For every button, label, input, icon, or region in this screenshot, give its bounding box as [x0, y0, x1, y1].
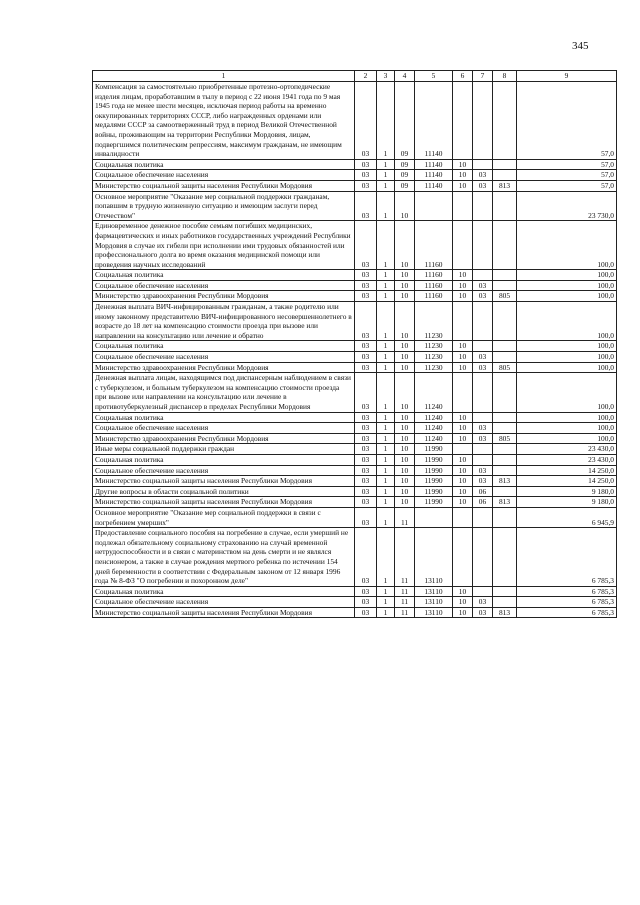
- col3-cell: 1: [377, 82, 395, 160]
- row-name-cell: Министерство социальной защиты населения Республики Мордовия: [93, 180, 355, 191]
- col2-cell: 03: [355, 352, 377, 363]
- col3-cell: 1: [377, 586, 395, 597]
- col6-cell: 10: [453, 362, 473, 373]
- col2-cell: 03: [355, 444, 377, 455]
- col6-cell: [453, 528, 473, 587]
- header-cell: 2: [355, 71, 377, 82]
- col6-cell: 10: [453, 607, 473, 618]
- table-row: [93, 291, 617, 302]
- col2-cell: 03: [355, 270, 377, 281]
- col3-cell: 1: [377, 352, 395, 363]
- col3-cell: 1: [377, 170, 395, 181]
- col6-cell: 10: [453, 280, 473, 291]
- col2-cell: 03: [355, 221, 377, 270]
- table-row: [93, 159, 617, 170]
- col4-cell: 10: [395, 444, 415, 455]
- table-row: [93, 280, 617, 291]
- col8-cell: [493, 423, 517, 434]
- col4-cell: 10: [395, 221, 415, 270]
- row-name-cell: Социальная политика: [93, 586, 355, 597]
- col7-cell: 03: [473, 607, 493, 618]
- col4-cell: 11: [395, 586, 415, 597]
- col8-cell: [493, 341, 517, 352]
- col4-cell: 11: [395, 607, 415, 618]
- table-row: [93, 373, 617, 412]
- page-number: 345: [572, 40, 589, 52]
- col6-cell: 10: [453, 497, 473, 508]
- col7-cell: [473, 507, 493, 527]
- col2-cell: 03: [355, 159, 377, 170]
- amount-cell: 100,0: [517, 341, 617, 352]
- col7-cell: [473, 191, 493, 221]
- row-name-cell: Предоставление социального пособия на погребение в случае, если умерший не подлежал обязательному социальному страхованию на случай временной нетрудоспособности и в связи с материнством на день смерти и не являлся пенсионером, а также в случае рождения мертвого ребенка по истечении 154 дней беременности в соответствии с Федеральным законом от 12 января 1996 года № 8-ФЗ "О погребении и похоронном деле": [93, 528, 355, 587]
- col3-cell: 1: [377, 221, 395, 270]
- col8-cell: [493, 412, 517, 423]
- row-name-cell: Министерство социальной защиты населения Республики Мордовия: [93, 497, 355, 508]
- col2-cell: 03: [355, 486, 377, 497]
- amount-cell: 100,0: [517, 362, 617, 373]
- col3-cell: 1: [377, 280, 395, 291]
- col3-cell: 1: [377, 597, 395, 608]
- col7-cell: 03: [473, 170, 493, 181]
- col4-cell: 10: [395, 352, 415, 363]
- col4-cell: 10: [395, 373, 415, 412]
- col4-cell: 10: [395, 497, 415, 508]
- col8-cell: [493, 221, 517, 270]
- row-name-cell: Основное мероприятие "Оказание мер социальной поддержки в связи с погребением умерших": [93, 507, 355, 527]
- col6-cell: 10: [453, 159, 473, 170]
- row-name-cell: Социальное обеспечение населения: [93, 423, 355, 434]
- col4-cell: 10: [395, 270, 415, 281]
- col3-cell: 1: [377, 341, 395, 352]
- col3-cell: 1: [377, 191, 395, 221]
- table-row: [93, 444, 617, 455]
- col3-cell: 1: [377, 302, 395, 341]
- amount-cell: 6 785,3: [517, 607, 617, 618]
- table-row: [93, 362, 617, 373]
- col6-cell: 10: [453, 352, 473, 363]
- row-name-cell: Единовременное денежное пособие семьям погибших медицинских, фармацевтических и иных работников государственных учреждений Республики Мордовия в случае их гибели при исполнении ими трудовых обязанностей или профессионального долга во время оказания медицинской помощи или проведения научных исследований: [93, 221, 355, 270]
- col6-cell: [453, 507, 473, 527]
- row-name-cell: Министерство социальной защиты населения Республики Мордовия: [93, 607, 355, 618]
- col5-cell: 11140: [415, 82, 453, 160]
- col4-cell: 10: [395, 191, 415, 221]
- col6-cell: 10: [453, 423, 473, 434]
- header-cell: 1: [93, 71, 355, 82]
- col2-cell: 03: [355, 373, 377, 412]
- amount-cell: 57,0: [517, 170, 617, 181]
- col8-cell: [493, 486, 517, 497]
- table-row: [93, 607, 617, 618]
- col6-cell: 10: [453, 486, 473, 497]
- col8-cell: [493, 352, 517, 363]
- col7-cell: [473, 221, 493, 270]
- col3-cell: 1: [377, 291, 395, 302]
- col7-cell: [473, 412, 493, 423]
- col6-cell: 10: [453, 270, 473, 281]
- col4-cell: 10: [395, 454, 415, 465]
- col3-cell: 1: [377, 486, 395, 497]
- col8-cell: [493, 373, 517, 412]
- col3-cell: 1: [377, 497, 395, 508]
- header-cell: 9: [517, 71, 617, 82]
- table-row: [93, 528, 617, 587]
- col4-cell: 10: [395, 476, 415, 487]
- table-row: [93, 507, 617, 527]
- col7-cell: [473, 270, 493, 281]
- col4-cell: 09: [395, 170, 415, 181]
- col8-cell: 805: [493, 433, 517, 444]
- table-row: [93, 497, 617, 508]
- amount-cell: 23 430,0: [517, 444, 617, 455]
- col7-cell: 03: [473, 465, 493, 476]
- col5-cell: [415, 507, 453, 527]
- col7-cell: 03: [473, 433, 493, 444]
- col2-cell: 03: [355, 607, 377, 618]
- col2-cell: 03: [355, 597, 377, 608]
- col7-cell: 03: [473, 423, 493, 434]
- table-row: [93, 433, 617, 444]
- col7-cell: 06: [473, 497, 493, 508]
- amount-cell: 6 945,9: [517, 507, 617, 527]
- row-name-cell: Министерство здравоохранения Республики Мордовия: [93, 291, 355, 302]
- col8-cell: 813: [493, 607, 517, 618]
- col2-cell: 03: [355, 423, 377, 434]
- col4-cell: 10: [395, 412, 415, 423]
- table-row: [93, 465, 617, 476]
- col8-cell: [493, 597, 517, 608]
- col3-cell: 1: [377, 454, 395, 465]
- col7-cell: [473, 82, 493, 160]
- table-row: [93, 352, 617, 363]
- table-row: [93, 180, 617, 191]
- col5-cell: 11140: [415, 180, 453, 191]
- col2-cell: 03: [355, 476, 377, 487]
- col2-cell: 03: [355, 291, 377, 302]
- table-row: [93, 221, 617, 270]
- amount-cell: 14 250,0: [517, 476, 617, 487]
- col3-cell: 1: [377, 423, 395, 434]
- table-row: [93, 341, 617, 352]
- col7-cell: 03: [473, 291, 493, 302]
- table-row: [93, 270, 617, 281]
- col4-cell: 10: [395, 465, 415, 476]
- budget-table: [92, 70, 617, 618]
- amount-cell: 100,0: [517, 291, 617, 302]
- col7-cell: [473, 341, 493, 352]
- col8-cell: [493, 159, 517, 170]
- col4-cell: 11: [395, 528, 415, 587]
- header-cell: 5: [415, 71, 453, 82]
- row-name-cell: Социальное обеспечение населения: [93, 465, 355, 476]
- col6-cell: 10: [453, 597, 473, 608]
- col5-cell: 11990: [415, 486, 453, 497]
- col5-cell: 11990: [415, 497, 453, 508]
- col5-cell: 11230: [415, 362, 453, 373]
- table-row: [93, 302, 617, 341]
- col2-cell: 03: [355, 454, 377, 465]
- col8-cell: [493, 82, 517, 160]
- row-name-cell: Денежная выплата ВИЧ-инфицированным гражданам, а также родителю или иному законному представителю ВИЧ-инфицированного несовершеннолетнего в возрасте до 18 лет на компенсацию стоимости проезда при вызове или направлении на консультацию или лечение и обратно: [93, 302, 355, 341]
- amount-cell: 9 180,0: [517, 497, 617, 508]
- amount-cell: 100,0: [517, 280, 617, 291]
- col5-cell: 11160: [415, 280, 453, 291]
- col3-cell: 1: [377, 465, 395, 476]
- header-cell: 6: [453, 71, 473, 82]
- col2-cell: 03: [355, 497, 377, 508]
- col4-cell: 10: [395, 486, 415, 497]
- col8-cell: [493, 507, 517, 527]
- col7-cell: 03: [473, 476, 493, 487]
- row-name-cell: Социальная политика: [93, 412, 355, 423]
- col5-cell: 11140: [415, 159, 453, 170]
- col7-cell: [473, 586, 493, 597]
- col4-cell: 10: [395, 341, 415, 352]
- col5-cell: 13110: [415, 607, 453, 618]
- col4-cell: 09: [395, 82, 415, 160]
- col4-cell: 11: [395, 597, 415, 608]
- col6-cell: 10: [453, 454, 473, 465]
- amount-cell: 57,0: [517, 159, 617, 170]
- col6-cell: [453, 82, 473, 160]
- col2-cell: 03: [355, 341, 377, 352]
- col5-cell: 13110: [415, 586, 453, 597]
- row-name-cell: Социальная политика: [93, 341, 355, 352]
- row-name-cell: Основное мероприятие "Оказание мер социальной поддержки гражданам, попавшим в трудную жизненную ситуацию и имеющим заслуги перед Отечеством": [93, 191, 355, 221]
- col2-cell: 03: [355, 302, 377, 341]
- col8-cell: 813: [493, 476, 517, 487]
- col7-cell: [473, 454, 493, 465]
- col2-cell: 03: [355, 362, 377, 373]
- col3-cell: 1: [377, 180, 395, 191]
- row-name-cell: Другие вопросы в области социальной политики: [93, 486, 355, 497]
- col8-cell: 813: [493, 180, 517, 191]
- col5-cell: 11230: [415, 352, 453, 363]
- col6-cell: 10: [453, 586, 473, 597]
- row-name-cell: Социальное обеспечение населения: [93, 352, 355, 363]
- amount-cell: 100,0: [517, 352, 617, 363]
- table-row: [93, 454, 617, 465]
- table-row: [93, 82, 617, 160]
- col2-cell: 03: [355, 191, 377, 221]
- col4-cell: 10: [395, 302, 415, 341]
- col5-cell: 13110: [415, 528, 453, 587]
- col6-cell: 10: [453, 465, 473, 476]
- col3-cell: 1: [377, 444, 395, 455]
- row-name-cell: Социальная политика: [93, 454, 355, 465]
- amount-cell: 23 730,0: [517, 191, 617, 221]
- col3-cell: 1: [377, 507, 395, 527]
- col5-cell: 11160: [415, 221, 453, 270]
- amount-cell: 100,0: [517, 412, 617, 423]
- col8-cell: 805: [493, 291, 517, 302]
- col2-cell: 03: [355, 528, 377, 587]
- amount-cell: 9 180,0: [517, 486, 617, 497]
- col3-cell: 1: [377, 476, 395, 487]
- col5-cell: 11140: [415, 170, 453, 181]
- col7-cell: 03: [473, 352, 493, 363]
- col6-cell: 10: [453, 341, 473, 352]
- header-cell: 8: [493, 71, 517, 82]
- col6-cell: 10: [453, 170, 473, 181]
- table-row: [93, 597, 617, 608]
- table-row: [93, 423, 617, 434]
- col6-cell: 10: [453, 291, 473, 302]
- table-row: [93, 170, 617, 181]
- col7-cell: 03: [473, 362, 493, 373]
- col5-cell: 11990: [415, 476, 453, 487]
- header-cell: 7: [473, 71, 493, 82]
- col3-cell: 1: [377, 362, 395, 373]
- col5-cell: [415, 191, 453, 221]
- col7-cell: [473, 444, 493, 455]
- col8-cell: [493, 586, 517, 597]
- row-name-cell: Денежная выплата лицам, находящимся под диспансерным наблюдением в связи с туберкулезом, и больным туберкулезом на компенсацию стоимости проезда при вызове или направлении на консультацию или лечение в противотуберкулезный диспансер в пределах Республики Мордовия: [93, 373, 355, 412]
- col3-cell: 1: [377, 607, 395, 618]
- col5-cell: 11240: [415, 423, 453, 434]
- table-row: [93, 412, 617, 423]
- row-name-cell: Социальное обеспечение населения: [93, 280, 355, 291]
- row-name-cell: Министерство здравоохранения Республики Мордовия: [93, 362, 355, 373]
- col6-cell: [453, 221, 473, 270]
- col2-cell: 03: [355, 170, 377, 181]
- row-name-cell: Иные меры социальной поддержки граждан: [93, 444, 355, 455]
- col4-cell: 11: [395, 507, 415, 527]
- col5-cell: 11160: [415, 291, 453, 302]
- col4-cell: 10: [395, 423, 415, 434]
- row-name-cell: Социальная политика: [93, 159, 355, 170]
- row-name-cell: Министерство здравоохранения Республики Мордовия: [93, 433, 355, 444]
- col5-cell: 11160: [415, 270, 453, 281]
- amount-cell: 100,0: [517, 302, 617, 341]
- amount-cell: 14 250,0: [517, 465, 617, 476]
- col5-cell: 11240: [415, 373, 453, 412]
- col8-cell: [493, 170, 517, 181]
- col7-cell: [473, 528, 493, 587]
- amount-cell: 23 430,0: [517, 454, 617, 465]
- col8-cell: [493, 444, 517, 455]
- col6-cell: 10: [453, 476, 473, 487]
- col7-cell: 03: [473, 180, 493, 191]
- col2-cell: 03: [355, 82, 377, 160]
- col2-cell: 03: [355, 507, 377, 527]
- col5-cell: 11240: [415, 412, 453, 423]
- col7-cell: [473, 373, 493, 412]
- col2-cell: 03: [355, 180, 377, 191]
- col2-cell: 03: [355, 412, 377, 423]
- col3-cell: 1: [377, 373, 395, 412]
- amount-cell: 100,0: [517, 270, 617, 281]
- header-cell: 3: [377, 71, 395, 82]
- col6-cell: 10: [453, 180, 473, 191]
- col7-cell: 03: [473, 280, 493, 291]
- col8-cell: [493, 191, 517, 221]
- col4-cell: 10: [395, 362, 415, 373]
- amount-cell: 57,0: [517, 82, 617, 160]
- row-name-cell: Компенсация за самостоятельно приобретенные протезно-ортопедические изделия лицам, проработавшим в тылу в период с 22 июня 1941 года по 9 мая 1945 года не менее шести месяцев, исключая период работы на временно оккупированных территориях СССР, либо награжденных орденами или медалями СССР за самоотверженный труд в период Великой Отечественной войны, проживающим на территории Республики Мордовия, лицам, подвергшимся политическим репрессиям, максимум гражданам, не имеющим инвалидности: [93, 82, 355, 160]
- col3-cell: 1: [377, 270, 395, 281]
- amount-cell: 57,0: [517, 180, 617, 191]
- col3-cell: 1: [377, 412, 395, 423]
- col8-cell: [493, 280, 517, 291]
- row-name-cell: Министерство социальной защиты населения Республики Мордовия: [93, 476, 355, 487]
- col4-cell: 10: [395, 280, 415, 291]
- row-name-cell: Социальное обеспечение населения: [93, 170, 355, 181]
- col8-cell: 805: [493, 362, 517, 373]
- table-row: [93, 191, 617, 221]
- col7-cell: 06: [473, 486, 493, 497]
- col4-cell: 10: [395, 433, 415, 444]
- amount-cell: 100,0: [517, 423, 617, 434]
- col2-cell: 03: [355, 433, 377, 444]
- amount-cell: 6 785,3: [517, 597, 617, 608]
- col5-cell: 11230: [415, 302, 453, 341]
- col5-cell: 11240: [415, 433, 453, 444]
- col2-cell: 03: [355, 280, 377, 291]
- col7-cell: 03: [473, 597, 493, 608]
- col6-cell: 10: [453, 433, 473, 444]
- col6-cell: [453, 191, 473, 221]
- amount-cell: 6 785,3: [517, 586, 617, 597]
- col6-cell: [453, 373, 473, 412]
- col3-cell: 1: [377, 433, 395, 444]
- col5-cell: 11990: [415, 444, 453, 455]
- col3-cell: 1: [377, 528, 395, 587]
- table-row: [93, 486, 617, 497]
- col4-cell: 09: [395, 159, 415, 170]
- col2-cell: 03: [355, 465, 377, 476]
- col7-cell: [473, 159, 493, 170]
- table-header-row: [93, 71, 617, 82]
- amount-cell: 100,0: [517, 221, 617, 270]
- col8-cell: [493, 270, 517, 281]
- col8-cell: 813: [493, 497, 517, 508]
- row-name-cell: Социальное обеспечение населения: [93, 597, 355, 608]
- col2-cell: 03: [355, 586, 377, 597]
- col8-cell: [493, 454, 517, 465]
- col6-cell: [453, 444, 473, 455]
- table-row: [93, 586, 617, 597]
- col4-cell: 10: [395, 291, 415, 302]
- col8-cell: [493, 465, 517, 476]
- col8-cell: [493, 302, 517, 341]
- col5-cell: 11990: [415, 465, 453, 476]
- col7-cell: [473, 302, 493, 341]
- col5-cell: 13110: [415, 597, 453, 608]
- col5-cell: 11990: [415, 454, 453, 465]
- amount-cell: 100,0: [517, 373, 617, 412]
- amount-cell: 100,0: [517, 433, 617, 444]
- col4-cell: 09: [395, 180, 415, 191]
- amount-cell: 6 785,3: [517, 528, 617, 587]
- table-row: [93, 476, 617, 487]
- col8-cell: [493, 528, 517, 587]
- col6-cell: [453, 302, 473, 341]
- col5-cell: 11230: [415, 341, 453, 352]
- header-cell: 4: [395, 71, 415, 82]
- col3-cell: 1: [377, 159, 395, 170]
- col6-cell: 10: [453, 412, 473, 423]
- row-name-cell: Социальная политика: [93, 270, 355, 281]
